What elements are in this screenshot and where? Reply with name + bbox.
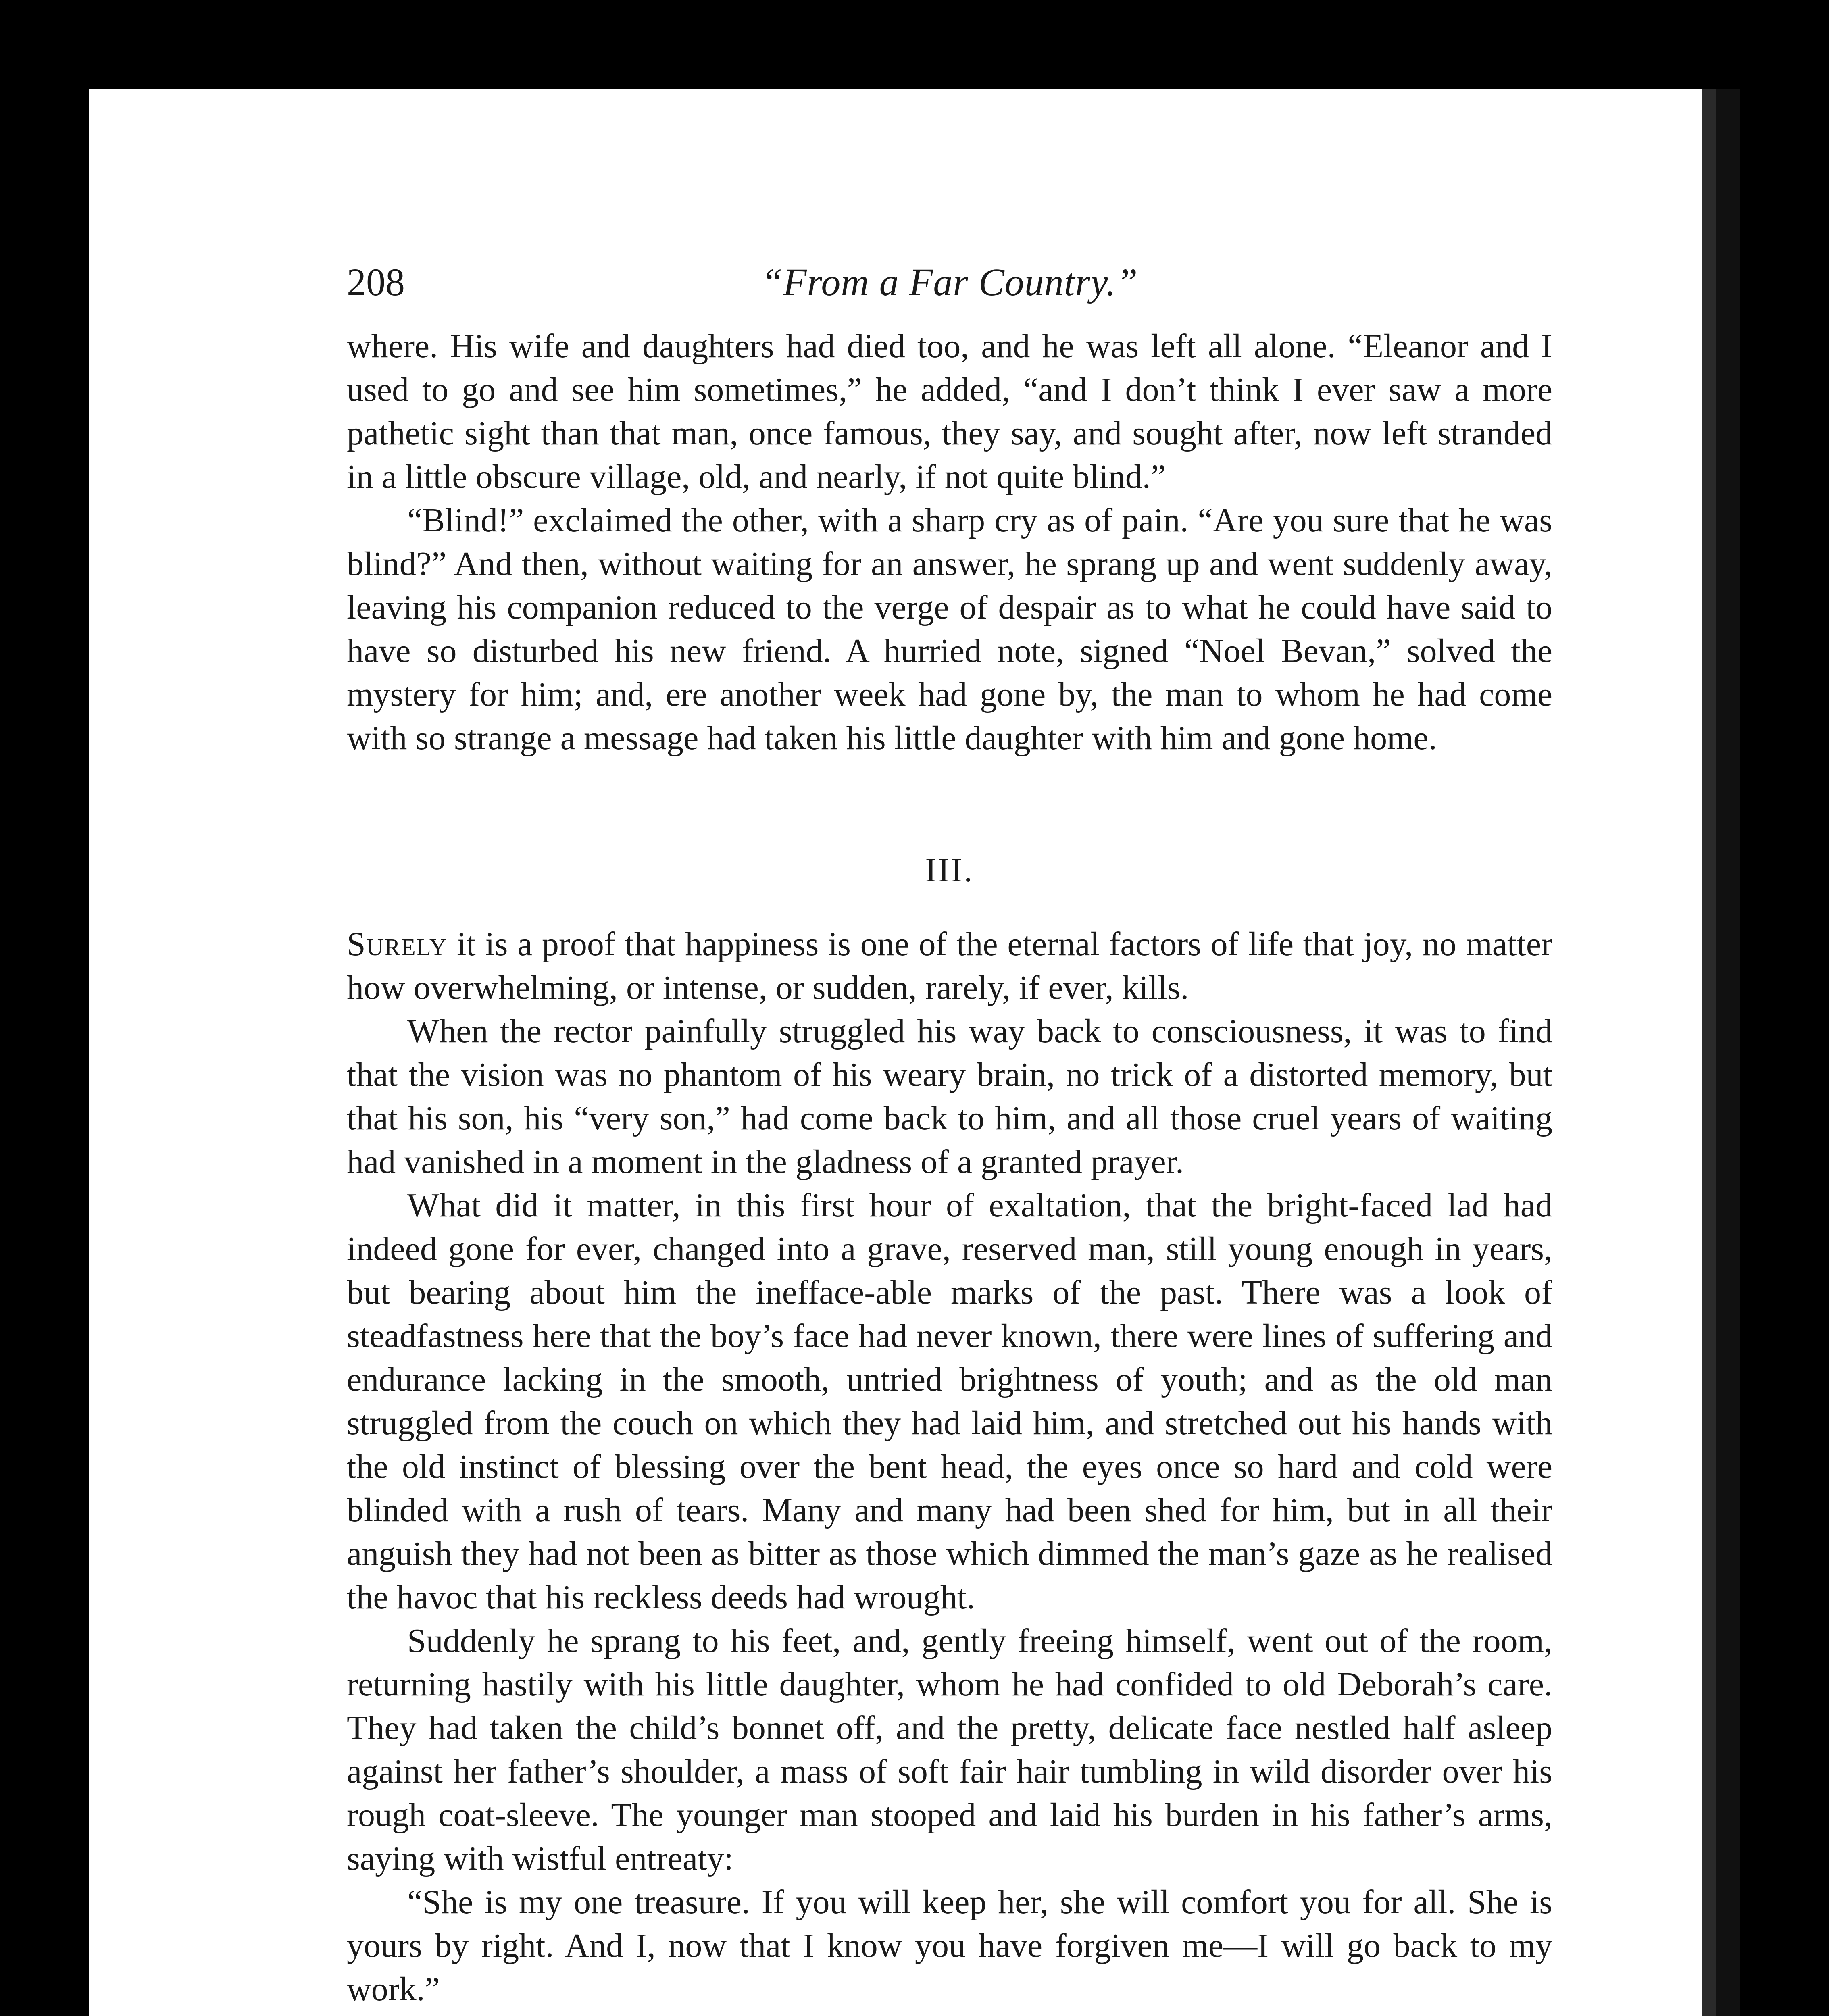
opening-text: it is a proof that happiness is one of the eternal factors of life that joy, no matter how overwhelming, or intense, or sudden, rarely, if ever, kills. — [347, 925, 1552, 1006]
paragraph-4: When the rector painfully struggled his way back to consciousness, it was to find that the vision was no phantom of his weary brain, no trick of a distorted memory, but that his son, his “very son,” had come back to him, and all those cruel years of waiting had vanished in a moment in the gladness of a granted prayer. — [347, 1012, 1552, 1181]
paragraph-1: where. His wife and daughters had died too, and he was left all alone. “Eleanor and I used to go and see him sometimes,” he added, “and I don’t think I ever saw a more pathetic sight than that man, once famous, they say, and sought after, now left stranded in a little obscure village, old, and nearly, if not quite blind.” — [347, 327, 1552, 496]
paragraph-3 — [347, 923, 1552, 1010]
book-spine — [1716, 89, 1740, 2016]
paragraph-5: What did it matter, in this first hour of exaltation, that the bright-faced lad had indeed gone for ever, changed into a grave, reserved man, still young enough in years, but bearing about him the inefface-able marks of the past. There was a look of steadfastness here that the boy’s face had never known, there were lines of suffering and endurance lacking in the smooth, untried brightness of youth; and as the old man struggled from the couch on which they had laid him, and stretched out his hands with the old instinct of blessing over the bent head, the eyes once so hard and cold were blinded with a rush of tears. Many and many had been shed for him, but in all their anguish they had not been as bitter as those which dimmed the man’s gaze as he realised the havoc that his reckless deeds had wrought. — [347, 1187, 1552, 1616]
page-edge-shadow — [1702, 89, 1716, 2016]
body-text — [347, 325, 1552, 2011]
page-header — [347, 258, 1552, 306]
chapter-heading: III. — [925, 852, 974, 889]
paragraph-7: “She is my one treasure. If you will keep her, she will comfort you for all. She is yours by right. And I, now that I know you have forgiven me—I will go back to my work.” — [347, 1883, 1552, 2008]
running-title: “From a Far Country.” — [761, 260, 1138, 304]
page-number: 208 — [347, 260, 405, 304]
paragraph-6: Suddenly he sprang to his feet, and, gently freeing himself, went out of the room, returning hastily with his little daughter, whom he had confided to old Deborah’s care. They had taken the child’s bonnet off, and the pretty, delicate face nestled half asleep against her father’s shoulder, a mass of soft fair hair tumbling in wild disorder over his rough coat-sleeve. The younger man stooped and laid his burden in his father’s arms, saying with wistful entreaty: — [347, 1622, 1552, 1877]
opening-word: Surely — [347, 925, 448, 963]
paragraph-2: “Blind!” exclaimed the other, with a sharp cry as of pain. “Are you sure that he was blind?” And then, without waiting for an answer, he sprang up and went suddenly away, leaving his companion reduced to the verge of despair as to what he could have said to have so disturbed his new friend. A hurried note, signed “Noel Bevan,” solved the mystery for him; and, ere another week had gone by, the man to whom he had come with so strange a message had taken his little daughter with him and gone home. — [347, 502, 1552, 757]
